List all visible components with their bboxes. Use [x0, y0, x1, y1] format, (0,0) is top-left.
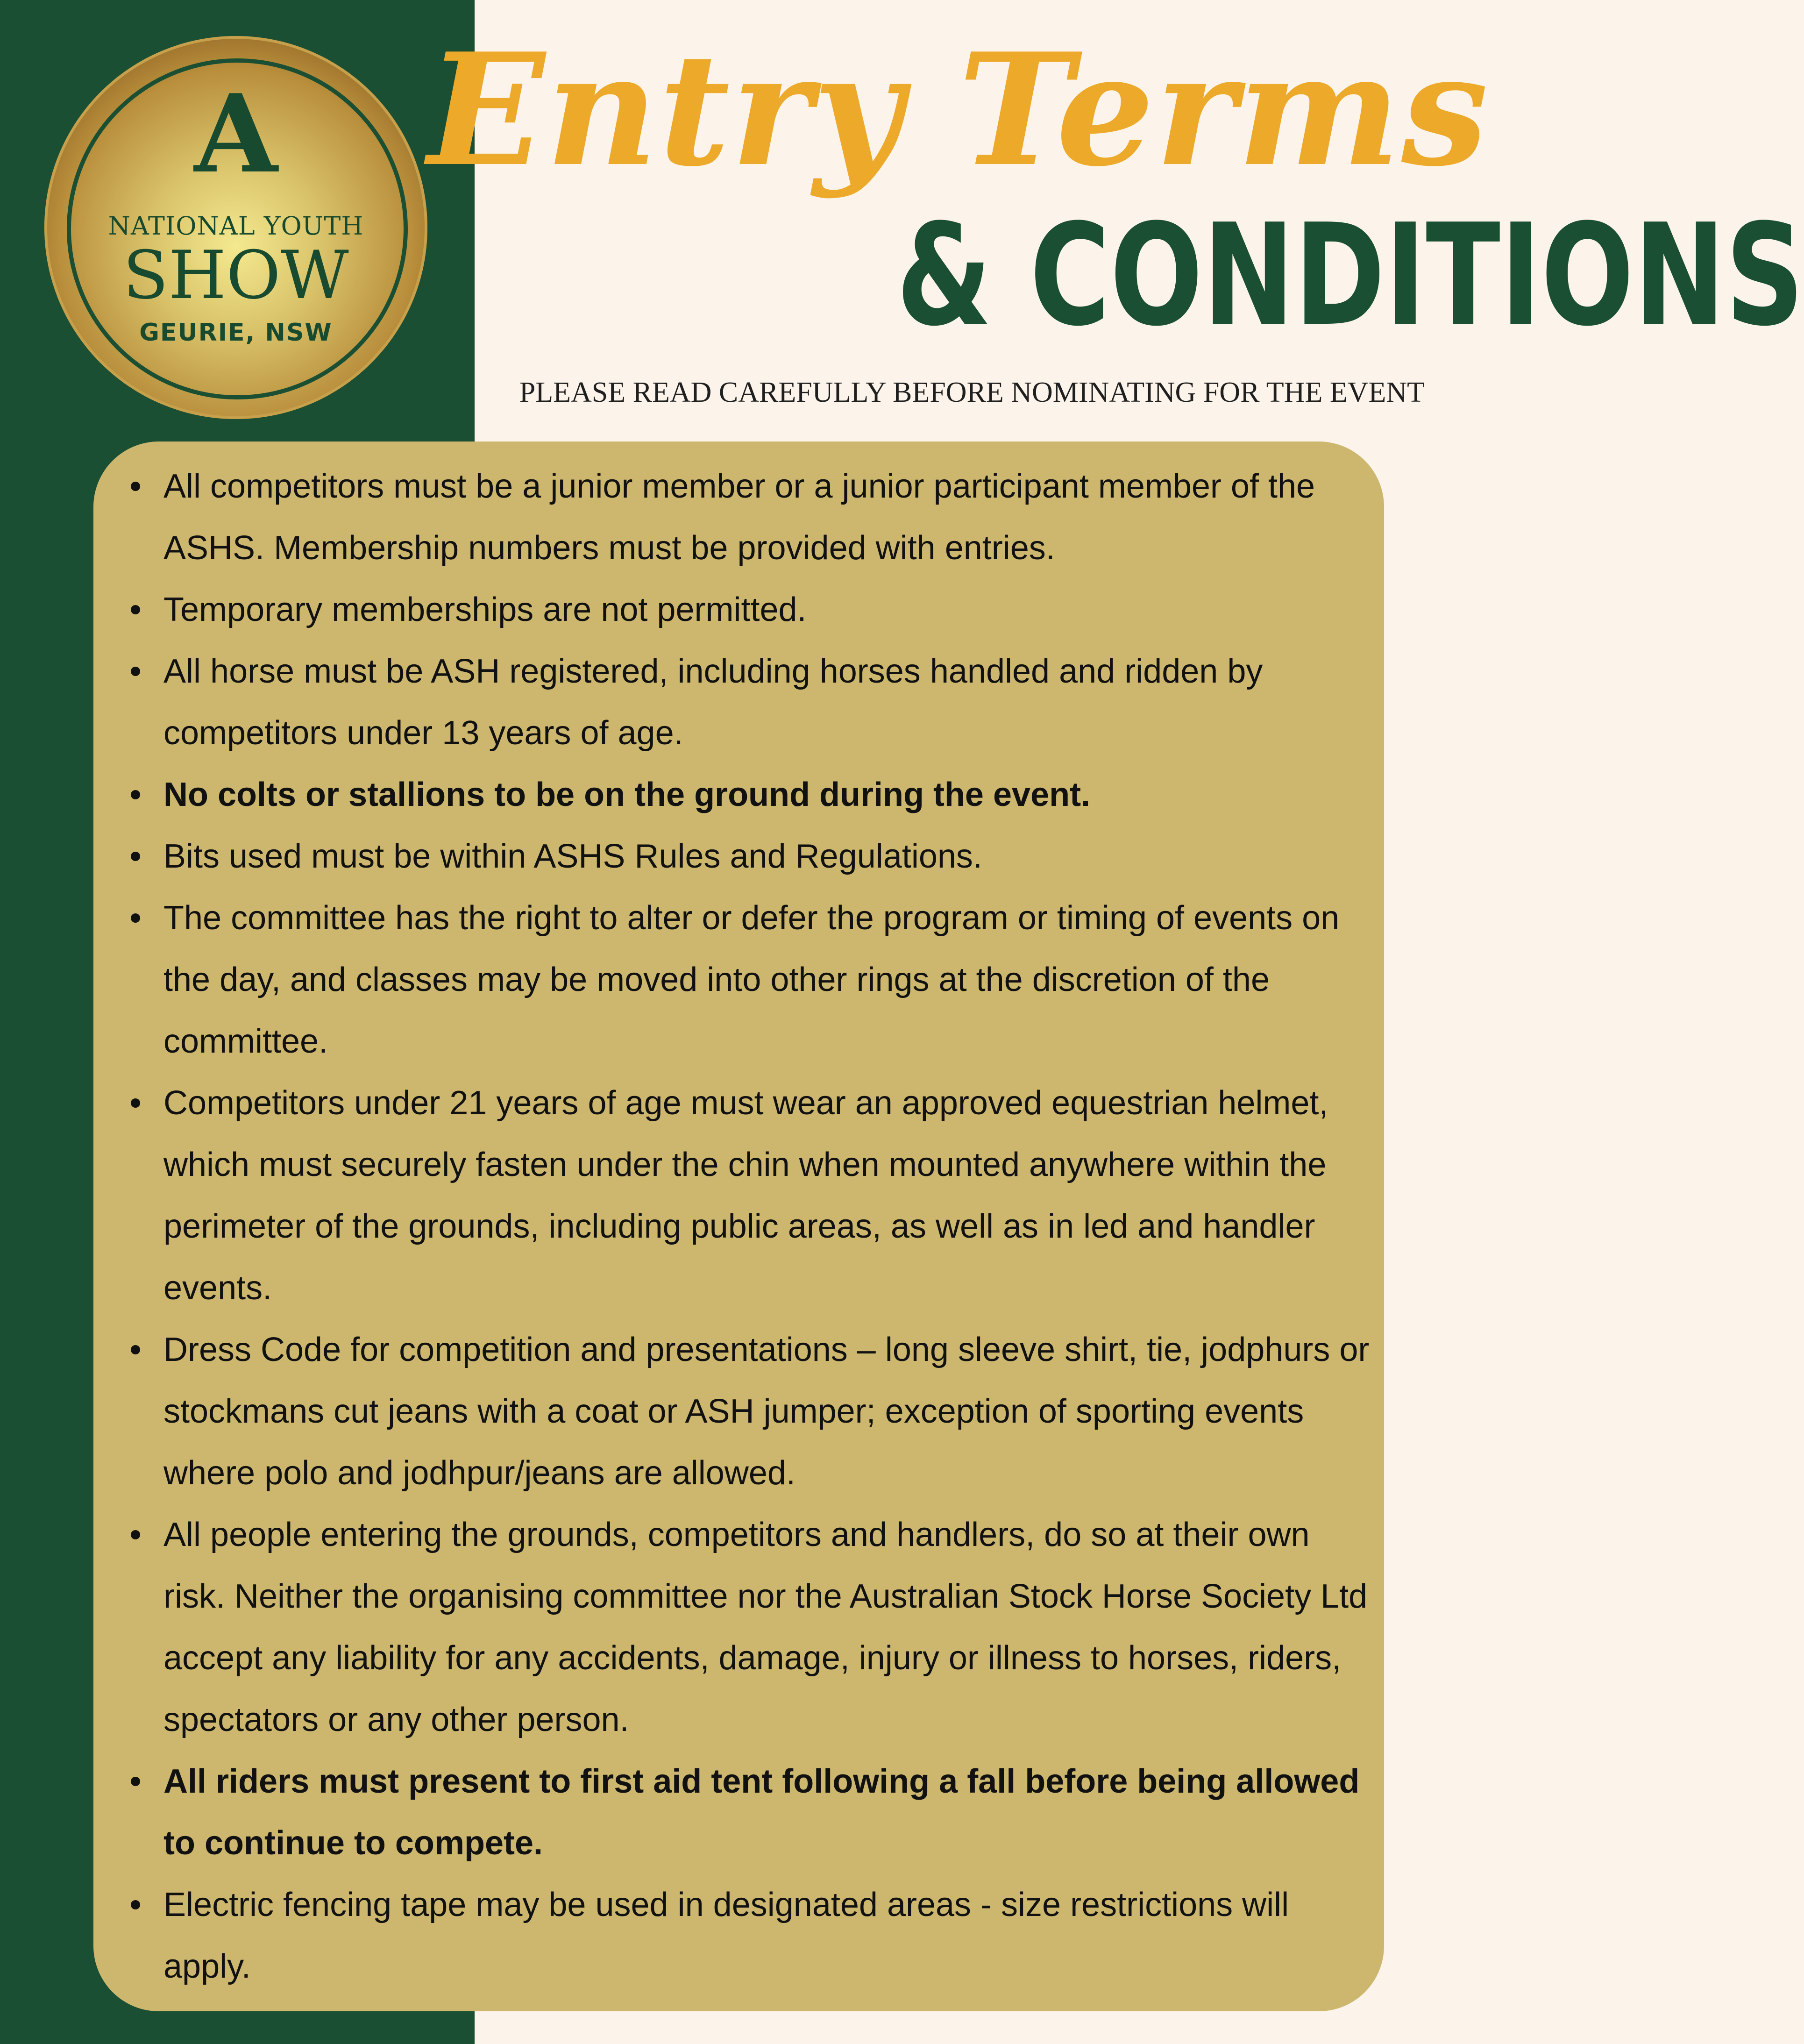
- term-text: No colts or stallions to be on the ground during the event.: [163, 776, 1091, 813]
- term-item: [117, 641, 1378, 764]
- term-item: [117, 579, 1378, 641]
- term-item-bold: [117, 1751, 1378, 1874]
- bullet-icon: [131, 1900, 140, 1909]
- term-text: Dress Code for competition and presentations – long sleeve shirt, tie, jodphurs or stockmans cut jeans with a coat or ASH jumper; exception of sporting events where polo and jodhpur/jeans are allowed.: [163, 1331, 1370, 1492]
- terms-list: [117, 456, 1378, 1997]
- page-subtitle: PLEASE READ CAREFULLY BEFORE NOMINATING FOR THE EVENT: [519, 377, 1425, 408]
- term-text: All competitors must be a junior member or a junior participant member of the ASHS. Membership numbers must be provided with entries.: [163, 468, 1315, 567]
- bullet-icon: [131, 605, 140, 614]
- term-item: [117, 1874, 1378, 1997]
- term-item-bold: [117, 764, 1378, 826]
- term-text: All horse must be ASH registered, including horses handled and ridden by competitors under 13 years of age.: [163, 653, 1263, 752]
- term-text: Electric fencing tape may be used in designated areas - size restrictions will apply.: [163, 1886, 1289, 1985]
- bullet-icon: [131, 1530, 140, 1539]
- term-item: [117, 456, 1378, 579]
- bullet-icon: [131, 790, 140, 799]
- bullet-icon: [131, 1098, 140, 1108]
- term-text: Temporary memberships are not permitted.: [163, 591, 807, 628]
- term-text: Competitors under 21 years of age must wear an approved equestrian helmet, which must securely fasten under the chin when mounted anywhere within the perimeter of the grounds, including public areas, as well as in led and handler events.: [163, 1084, 1328, 1307]
- badge-line-location: GEURIE, NSW: [139, 319, 333, 347]
- bullet-icon: [131, 482, 140, 491]
- page-title-script: Entry Terms: [427, 19, 1489, 200]
- term-text: Bits used must be within ASHS Rules and Regulations.: [163, 838, 982, 875]
- page-title-bold: & CONDITIONS: [896, 194, 1804, 357]
- badge-line-show: SHOW: [123, 237, 349, 314]
- bullet-icon: [131, 1345, 140, 1354]
- term-text: All riders must present to first aid tent following a fall before being allowed to continue to compete.: [163, 1763, 1360, 1862]
- bullet-icon: [131, 1777, 140, 1786]
- term-item: [117, 1504, 1378, 1751]
- bullet-icon: [131, 667, 140, 676]
- bullet-icon: [131, 913, 140, 923]
- term-item: [117, 1319, 1378, 1504]
- badge-letter: A: [194, 71, 278, 197]
- term-item: [117, 1072, 1378, 1319]
- badge-line-national-youth: NATIONAL YOUTH: [108, 211, 364, 241]
- term-item: [117, 826, 1378, 887]
- term-text: The committee has the right to alter or defer the program or timing of events on the day, and classes may be moved into other rings at the discretion of the committee.: [163, 899, 1340, 1060]
- show-logo-badge: [44, 36, 427, 419]
- term-item: [117, 887, 1378, 1072]
- term-text: All people entering the grounds, competitors and handlers, do so at their own risk. Neither the organising committee nor the Australian Stock Horse Society Ltd accept any liability for any accidents, damage, injury or illness to horses, riders, spectators or any other person.: [163, 1516, 1368, 1738]
- bullet-icon: [131, 852, 140, 861]
